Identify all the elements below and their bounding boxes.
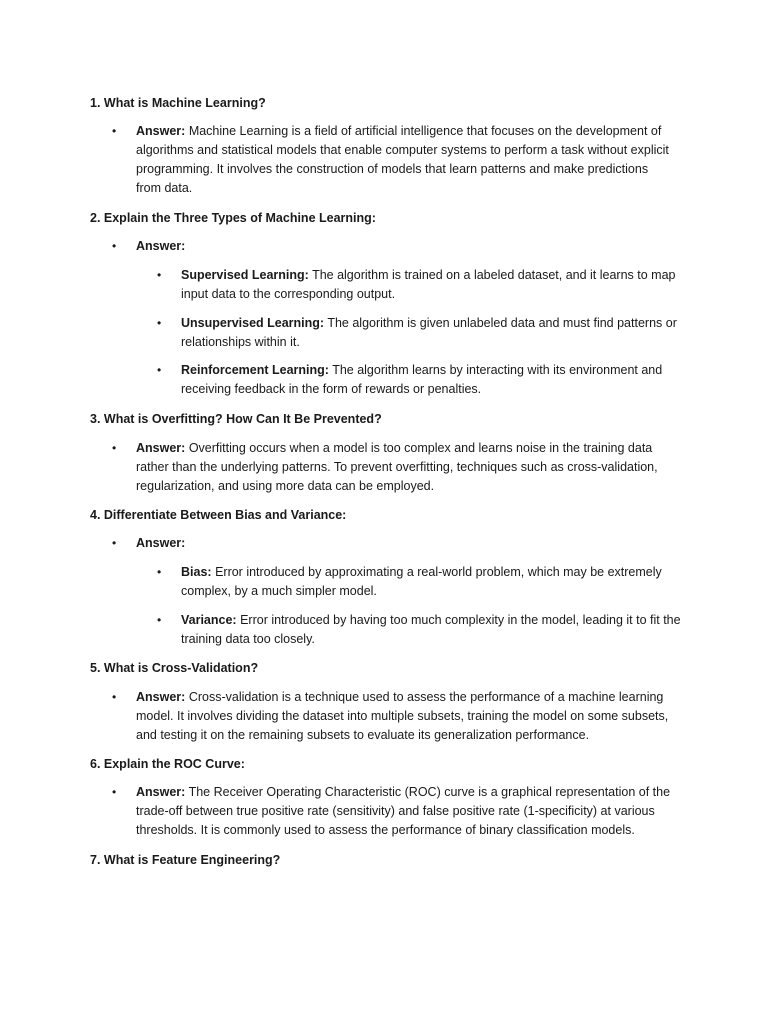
bullet: • xyxy=(112,785,117,799)
sub-item-text: The algorithm is given unlabeled data and must find patterns or relationships within it. xyxy=(181,316,677,349)
answer-label: Answer: xyxy=(136,690,186,704)
answer-label: Answer: xyxy=(136,239,186,253)
sub-item-text: The algorithm is trained on a labeled dataset, and it learns to map input data to the corresponding output. xyxy=(181,268,676,301)
sub-item xyxy=(157,266,681,304)
answer-label: Answer: xyxy=(136,124,186,138)
question-heading: 5. What is Cross-Validation? xyxy=(90,661,259,675)
sub-item xyxy=(157,563,681,601)
bullet: • xyxy=(112,441,117,455)
answer-label: Answer: xyxy=(136,785,186,799)
bullet: • xyxy=(112,239,117,253)
sub-item-label: Variance: xyxy=(181,613,237,627)
answer-item xyxy=(112,237,676,256)
bullet: • xyxy=(112,536,117,550)
answer-item xyxy=(112,688,676,745)
bullet: • xyxy=(112,690,117,704)
sub-item-label: Supervised Learning: xyxy=(181,268,309,282)
sub-item-text: Error introduced by approximating a real-world problem, which may be extremely complex, by a much simpler model. xyxy=(181,565,662,598)
answer-text: Machine Learning is a field of artificial intelligence that focuses on the development of algorithms and statistical models that enable computer systems to perform a task without explicit programming. It involves the construction of models that learn patterns and make predictions from data. xyxy=(136,124,669,195)
answer-item xyxy=(112,122,676,198)
sub-item-label: Reinforcement Learning: xyxy=(181,363,329,377)
question-heading: 3. What is Overfitting? How Can It Be Prevented? xyxy=(90,412,382,426)
sub-item xyxy=(157,361,681,399)
sub-item xyxy=(157,314,681,352)
bullet: • xyxy=(157,316,162,330)
question-heading: 4. Differentiate Between Bias and Variance: xyxy=(90,508,347,522)
answer-text: The Receiver Operating Characteristic (ROC) curve is a graphical representation of the trade-off between true positive rate (sensitivity) and false positive rate (1-specificity) at various thresholds. It is commonly used to assess the performance of binary classification models. xyxy=(136,785,671,837)
answer-item xyxy=(112,534,676,553)
question-heading: 1. What is Machine Learning? xyxy=(90,96,266,110)
bullet: • xyxy=(112,124,117,138)
sub-item-label: Bias: xyxy=(181,565,212,579)
answer-text: Overfitting occurs when a model is too complex and learns noise in the training data rather than the underlying patterns. To prevent overfitting, techniques such as cross-validation, regularization, and using more data can be employed. xyxy=(136,441,658,493)
bullet: • xyxy=(157,613,162,627)
answer-label: Answer: xyxy=(136,441,186,455)
sub-item-text: Error introduced by having too much complexity in the model, leading it to fit the training data too closely. xyxy=(181,613,681,646)
answer-text: Cross-validation is a technique used to assess the performance of a machine learning model. It involves dividing the dataset into multiple subsets, training the model on some subsets, and testing it on the remaining subsets to evaluate its generalization performance. xyxy=(136,690,669,742)
bullet: • xyxy=(157,363,162,377)
sub-item xyxy=(157,611,681,649)
question-heading: 7. What is Feature Engineering? xyxy=(90,853,281,867)
sub-item-label: Unsupervised Learning: xyxy=(181,316,325,330)
question-heading: 6. Explain the ROC Curve: xyxy=(90,757,245,771)
answer-item xyxy=(112,439,676,496)
sub-item-text: The algorithm learns by interacting with its environment and receiving feedback in the form of rewards or penalties. xyxy=(181,363,663,396)
question-heading: 2. Explain the Three Types of Machine Learning: xyxy=(90,211,376,225)
answer-label: Answer: xyxy=(136,536,186,550)
answer-item xyxy=(112,783,676,840)
bullet: • xyxy=(157,268,162,282)
bullet: • xyxy=(157,565,162,579)
